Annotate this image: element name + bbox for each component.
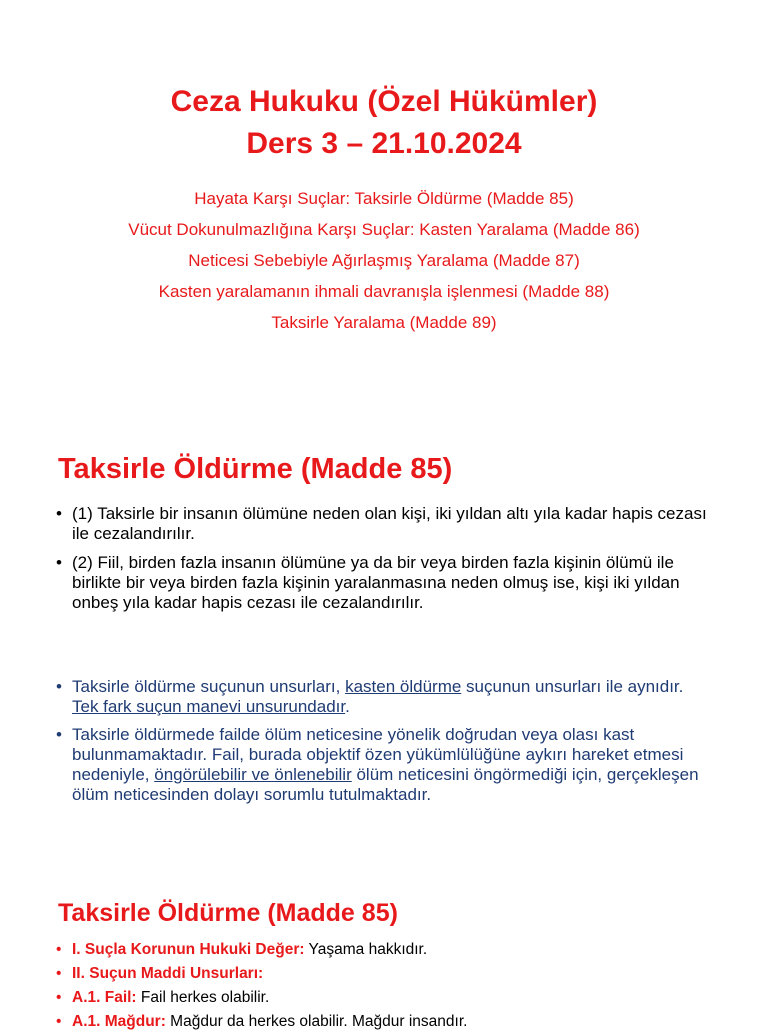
paragraph-text: (1) Taksirle bir insanın ölümüne neden olan kişi, iki yıldan altı yıla kadar hapis cezası ile cezalandırılır. xyxy=(72,504,707,543)
topic-line: Taksirle Yaralama (Madde 89) xyxy=(271,313,497,332)
bullet-icon: • xyxy=(56,989,62,1006)
lesson-title: Ders 3 – 21.10.2024 xyxy=(246,127,522,160)
bullet-icon: • xyxy=(56,504,62,523)
note-text-part: . xyxy=(345,697,350,716)
item-text: Fail herkes olabilir. xyxy=(136,989,270,1006)
topic-line: Kasten yaralamanın ihmali davranışla işlenmesi (Madde 88) xyxy=(158,282,610,301)
item-label: A.1. Mağdur: xyxy=(72,1013,166,1030)
note-text xyxy=(72,725,712,805)
note-text-part: Taksirle öldürme suçunun unsurları, xyxy=(72,677,346,696)
topic-line: Hayata Karşı Suçlar: Taksirle Öldürme (Madde 85) xyxy=(194,189,574,208)
paragraph-text: (2) Fiil, birden fazla insanın ölümüne ya da bir veya birden fazla kişinin ölümü ile birlikte bir veya birden fazla kişinin yaralanmasına neden olmuş ise, kişi iki yıldan onbeş yıla kadar hapis cezası ile cezalandırılır. xyxy=(72,553,680,612)
slide-heading: Taksirle Öldürme (Madde 85) xyxy=(58,899,398,927)
item-label: A.1. Fail: xyxy=(72,989,137,1006)
note-text-part: suçunun unsurları ile aynıdır. xyxy=(461,677,684,696)
ongorulebilir-link[interactable]: öngörülebilir ve önlenebilir xyxy=(154,765,352,784)
title-slide xyxy=(0,0,768,360)
note-text xyxy=(72,677,712,717)
bullet-icon: • xyxy=(56,677,62,696)
item-text: Mağdur da herkes olabilir. Mağdur insandır. xyxy=(165,1013,468,1030)
bullet-icon: • xyxy=(56,941,62,958)
item-label: I. Suçla Korunun Hukuki Değer: xyxy=(72,941,305,958)
manevi-unsur-link[interactable]: Tek fark suçun manevi unsurundadır xyxy=(72,697,346,716)
note-text-part: Taksirle öldürmede failde ölüm neticesine yönelik doğrudan veya olası kast bulunmamaktadır. Fail, burada objektif özen yükümlülüğüne aykırı hareket etmesi nedeniyle, xyxy=(72,725,684,784)
slide-heading: Taksirle Öldürme (Madde 85) xyxy=(58,453,453,485)
bullet-icon: • xyxy=(56,553,62,572)
item-label: II. Suçun Maddi Unsurları: xyxy=(72,965,264,982)
kasten-oldurme-link[interactable]: kasten öldürme xyxy=(345,677,462,696)
course-title: Ceza Hukuku (Özel Hükümler) xyxy=(170,85,598,118)
slide-madde-85-elements xyxy=(0,880,768,1030)
topic-line: Vücut Dokunulmazlığına Karşı Suçlar: Kasten Yaralama (Madde 86) xyxy=(128,220,640,239)
slide-madde-85-text xyxy=(0,440,768,840)
item-text: Yaşama hakkıdır. xyxy=(304,941,428,958)
bullet-icon: • xyxy=(56,1013,62,1030)
note-text-part: ölüm neticesini öngörmediği için, gerçekleşen ölüm neticesinden dolayı sorumlu tutulmaktadır. xyxy=(72,765,699,804)
topic-line: Neticesi Sebebiyle Ağırlaşmış Yaralama (Madde 87) xyxy=(188,251,580,270)
bullet-icon: • xyxy=(56,965,62,982)
bullet-icon: • xyxy=(56,725,62,744)
